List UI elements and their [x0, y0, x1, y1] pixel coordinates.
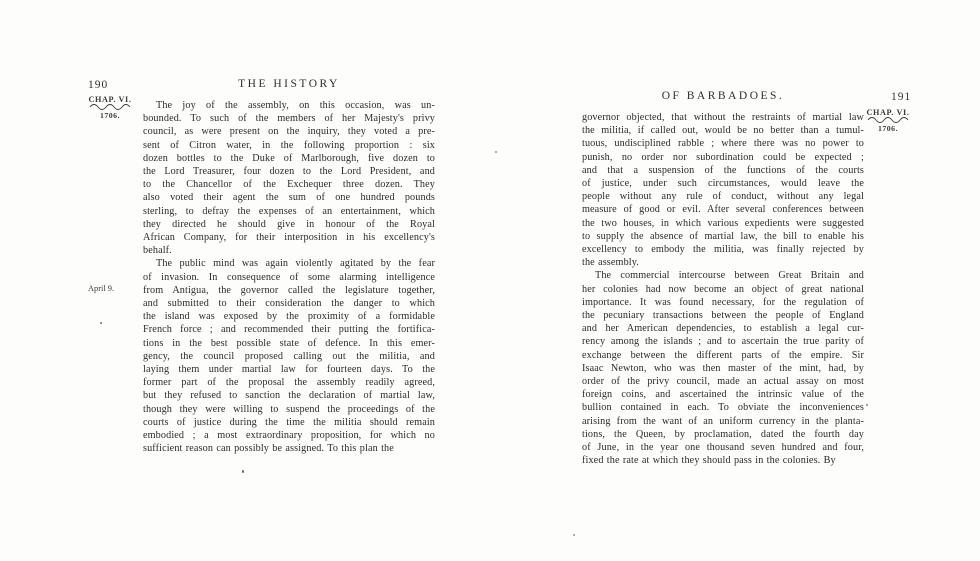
year-label: 1706. — [99, 111, 121, 120]
scan-speck — [100, 322, 102, 324]
text-line: of justice, under such circumstances, would leave the — [582, 178, 864, 190]
text-line: of June, in the year one thousand seven hundred and four, — [582, 442, 864, 454]
text-line: sterling, to defray the expenses of an entertainment, which — [143, 205, 435, 217]
chapter-label: CHAP. VI. — [866, 108, 910, 117]
text-line: also voted their agent the sum of one hundred pounds — [143, 192, 435, 204]
text-line: punish, no order nor subordination could be expected ; — [582, 151, 864, 163]
text-line: exchange between the different parts of the empire. Sir — [582, 349, 864, 361]
running-title-right: OF BARBADOES. — [661, 90, 785, 102]
text-line: council, as were present on the inquiry, they voted a pre- — [143, 126, 435, 138]
text-line: arising from the want of an uniform currency in the planta- — [582, 415, 864, 427]
text-line: people without any rule of conduct, without any legal — [582, 191, 864, 203]
text-line: and her American dependencies, to establish a legal cur- — [582, 323, 864, 335]
date-sidenote: April 9. — [88, 284, 115, 293]
text-line: tions, the Queen, by proclamation, dated the fourth day — [582, 428, 864, 440]
text-line: excellency to embody the militia, was finally rejected by — [582, 244, 864, 256]
text-line: French force ; and recommended their putting the fortifica- — [143, 324, 435, 336]
text-line: fixed the rate at which they should pass in the colonies. By — [582, 455, 836, 467]
text-line: Isaac Newton, who was then master of the mint, had, by — [582, 362, 864, 374]
text-line: The public mind was again violently agitated by the fear — [156, 258, 435, 270]
scan-speck — [866, 404, 868, 406]
text-line: laying them under martial law for fourteen days. To the — [143, 364, 435, 376]
text-line: from Antigua, the governor called the legislature together, — [143, 284, 435, 296]
text-line: but they refused to sanction the declaration of martial law, — [143, 390, 435, 402]
text-line: to supply the absence of martial law, the bill to enable his — [582, 230, 864, 242]
text-line: sufficient reason can possibly be assigned. To this plan the — [143, 443, 394, 455]
year-label: 1706. — [877, 124, 899, 133]
text-line: bullion contained in each. To obviate the inconveniences — [582, 402, 864, 414]
text-line: sent of Citron water, in the following proportion : six — [143, 139, 435, 151]
text-line: they directed he should give in honour of the Royal — [143, 218, 435, 230]
text-line: measure of good or evil. After several conferences between — [582, 204, 864, 216]
scan-speck — [242, 470, 244, 473]
chapter-label: CHAP. VI. — [88, 95, 132, 104]
text-line: tuous, undisciplined rabble ; where there was no power to — [582, 138, 864, 150]
page-number-left: 190 — [88, 79, 109, 91]
text-line: the Lord Treasurer, four dozen to the Lord President, and — [143, 166, 435, 178]
text-line: the militia, if called out, would be no better than a tumul- — [582, 125, 864, 137]
text-line: rency among the islands ; and to ascertain the true parity of — [582, 336, 864, 348]
text-line: behalf. — [143, 245, 172, 257]
text-line: and submitted to their consideration the danger to which — [143, 298, 435, 310]
text-line: foreign coins, and ascertained the intrinsic value of the — [582, 389, 864, 401]
text-line: of invasion. In consequence of some alarming intelligence — [143, 271, 435, 283]
flourish-underline-icon — [867, 116, 909, 123]
text-line: tions in the best possible state of defence. In this emer- — [143, 337, 435, 349]
scan-speck — [573, 534, 575, 536]
text-line: importance. It was found necessary, for the regulation of — [582, 296, 864, 308]
text-line: her colonies had now become an object of great national — [582, 283, 864, 295]
text-line: gency, the council proposed calling out the militia, and — [143, 350, 435, 362]
text-line: courts of justice during the time the militia should remain — [143, 416, 435, 428]
text-line: governor objected, that without the restraints of martial law — [582, 112, 864, 123]
text-line: bounded. To such of the members of her Majesty's privy — [143, 113, 435, 125]
text-line: though they were willing to suspend the proceedings of the — [143, 403, 435, 415]
text-line: embodied ; a most extraordinary proposition, for which no — [143, 430, 435, 442]
text-line: dozen bottles to the Duke of Marlborough, five dozen to — [143, 152, 435, 164]
text-line: the assembly. — [582, 257, 639, 269]
text-line: The joy of the assembly, on this occasion, was un- — [156, 100, 435, 111]
scan-speck — [495, 151, 497, 153]
text-line: African Company, for their interposition in his excellency's — [143, 232, 435, 244]
text-line: The commercial intercourse between Great Britain and — [595, 270, 864, 282]
text-line: order of the privy council, made an actual assay on most — [582, 376, 864, 388]
text-line: the pecuniary transactions between the people of England — [582, 310, 864, 322]
left-page-text — [143, 99, 435, 455]
running-title-left: THE HISTORY — [238, 78, 340, 90]
chapter-margin-note-left — [84, 95, 136, 120]
text-line: the two houses, in which various expedients were suggested — [582, 217, 864, 229]
text-line: former part of the proposal the assembly readily agreed, — [143, 377, 435, 389]
text-line: and that a suspension of the functions of the courts — [582, 164, 864, 176]
text-line: the island was exposed by the proximity of a formidable — [143, 311, 435, 323]
right-page-text — [582, 111, 864, 467]
chapter-margin-note-right — [862, 108, 914, 133]
flourish-underline-icon — [89, 103, 131, 110]
page-number-right: 191 — [891, 91, 912, 103]
text-line: to the Chancellor of the Exchequer three dozen. They — [143, 179, 435, 191]
